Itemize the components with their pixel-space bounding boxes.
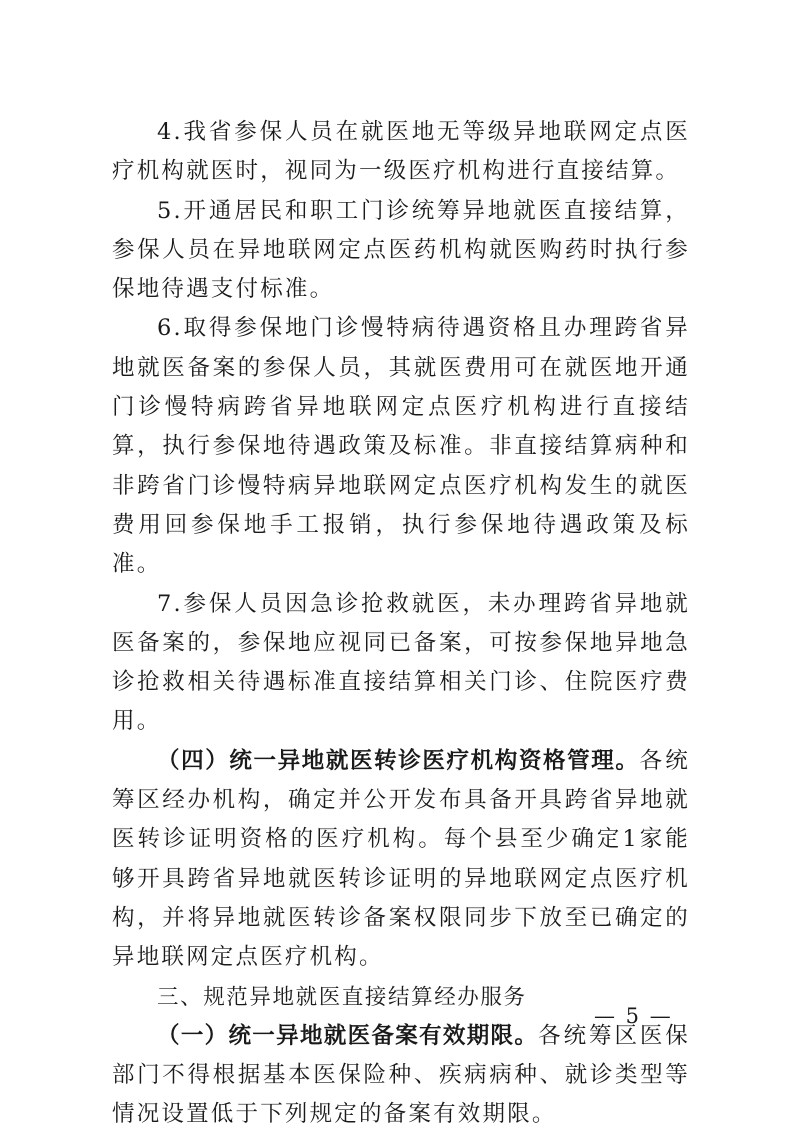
paragraph-text: 6.取得参保地门诊慢特病待遇资格且办理跨省异地就医备案的参保人员，其就医费用可在就医地开通门诊慢特病跨省异地联网定点医疗机构进行直接结算，执行参保地待遇政策及标准。非直接结算病种和非跨省门诊慢特病异地联网定点医疗机构发生的就医费用回参保地手工报销，执行参保地待遇政策及标准。 <box>112 315 690 578</box>
document-body <box>112 113 690 1135</box>
paragraph-subsection-1 <box>112 1017 690 1135</box>
paragraph-text: 5.开通居民和职工门诊统筹异地就医直接结算，参保人员在异地联网定点医药机构就医购药时执行参保地待遇支付标准。 <box>112 197 690 303</box>
paragraph-item-6 <box>112 309 690 584</box>
subsection-lead: （一）统一异地就医备案有效期限。 <box>157 1022 539 1049</box>
paragraph-text: 各统筹区医保部门不得根据基本医保险种、疾病病种、就诊类型等情况设置低于下列规定的备案有效期限。 <box>112 1022 690 1128</box>
paragraph-text: 7.参保人员因急诊抢救就医，未办理跨省异地就医备案的，参保地应视同已备案，可按参保地异地急诊抢救相关待遇标准直接结算相关门诊、住院医疗费用。 <box>112 590 690 735</box>
paragraph-item-4 <box>112 113 690 192</box>
paragraph-item-5 <box>112 192 690 310</box>
paragraph-item-7 <box>112 585 690 742</box>
paragraph-text: 4.我省参保人员在就医地无等级异地联网定点医疗机构就医时，视同为一级医疗机构进行直接结算。 <box>112 119 690 185</box>
paragraph-subsection-4 <box>112 742 690 978</box>
page-number: — 5 — <box>594 1004 673 1028</box>
paragraph-text: 各统筹区经办机构，确定并公开发布具备开具跨省异地就医转诊证明资格的医疗机构。每个县至少确定1家能够开具跨省异地就医转诊证明的异地联网定点医疗机构，并将异地就医转诊备案权限同步下放至已确定的异地联网定点医疗机构。 <box>112 747 690 971</box>
subsection-lead: （四）统一异地就医转诊医疗机构资格管理。 <box>157 747 640 774</box>
section-heading: 三、规范异地就医直接结算经办服务 <box>157 984 527 1010</box>
